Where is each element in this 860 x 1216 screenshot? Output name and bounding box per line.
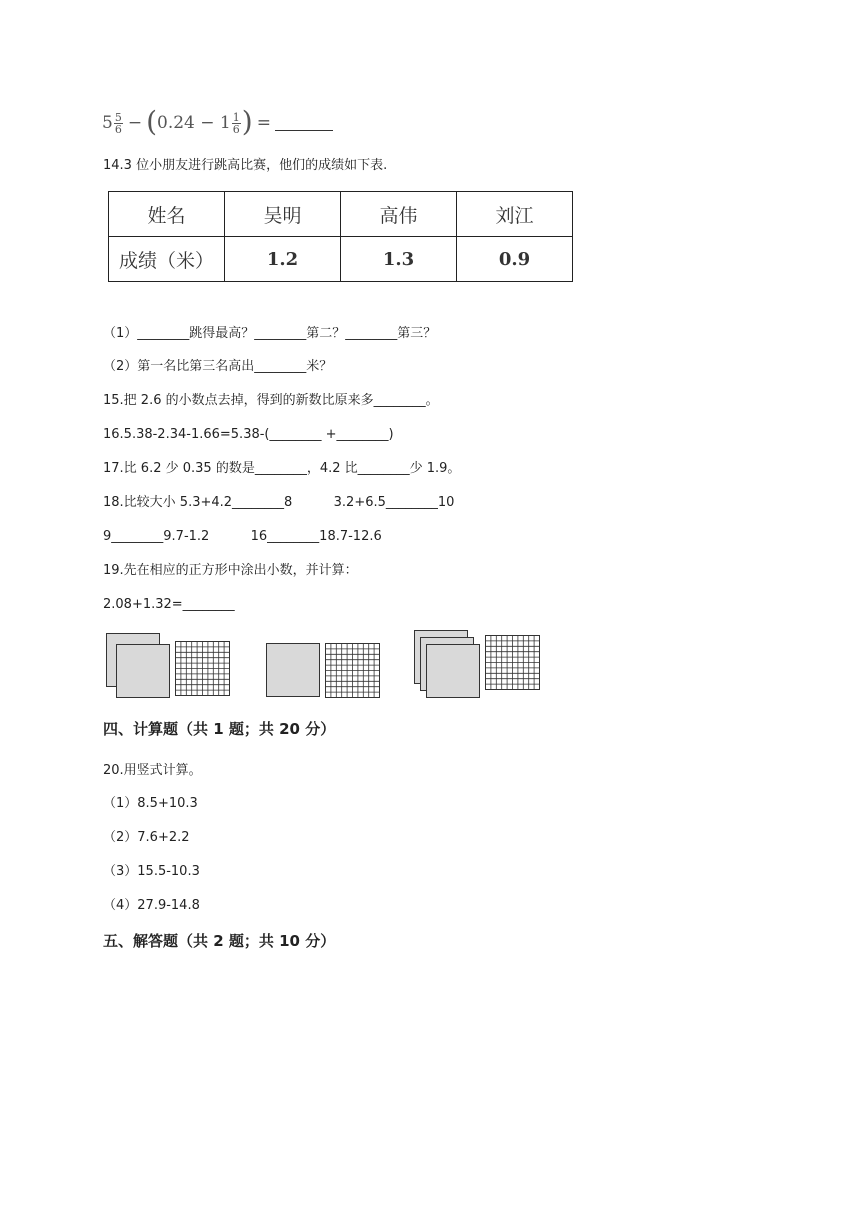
whole-square [267, 644, 320, 697]
whole-square [117, 645, 170, 698]
decimal-figure-3 [414, 630, 542, 700]
hundred-grid [176, 642, 230, 696]
formula-fraction-2: $\frac{1}{6}$ [232, 110, 240, 136]
question-15: 15.把 2.6 的小数点去掉，得到的新数比原来多________。 [103, 393, 439, 408]
table-row [109, 192, 573, 237]
formula-open-paren: ( [146, 104, 158, 138]
section-5-heading: 五、解答题（共 2 题；共 10 分） [103, 932, 336, 950]
question-20-item: （1）8.5+10.3 [103, 796, 198, 811]
table-row [109, 237, 573, 282]
fraction-formula [102, 106, 333, 140]
question-19-equation: 2.08+1.32=________ [103, 597, 235, 612]
formula-decimal: 0.24 − 1 [157, 113, 231, 133]
formula-close-paren: ) [241, 104, 253, 138]
table-cell: 1.3 [341, 237, 457, 282]
formula-whole: 5 [102, 113, 113, 133]
section-4-heading: 四、计算题（共 1 题；共 20 分） [103, 720, 336, 738]
formula-equals: = [256, 113, 271, 133]
question-20-item: （4）27.9-14.8 [103, 898, 200, 913]
question-18-line-2: 9________9.7-1.2 16________18.7-12.6 [103, 529, 382, 544]
table-cell: 1.2 [225, 237, 341, 282]
answer-blank[interactable] [275, 116, 333, 131]
question-20-item: （2）7.6+2.2 [103, 830, 190, 845]
hundred-grid [486, 636, 540, 690]
whole-square [427, 645, 480, 698]
table-header-cell: 姓名 [109, 192, 225, 237]
question-19-prompt: 19.先在相应的正方形中涂出小数，并计算： [103, 563, 358, 578]
question-20-prompt: 20.用竖式计算。 [103, 763, 202, 778]
question-16: 16.5.38-2.34-1.66=5.38-(________ +________) [103, 427, 394, 442]
formula-fraction-1: $\frac{5}{6}$ [114, 110, 122, 136]
question-20-item: （3）15.5-10.3 [103, 864, 200, 879]
decimal-figure-2 [266, 643, 382, 699]
table-cell: 成绩（米） [109, 237, 225, 282]
decimal-figure-1 [106, 633, 232, 699]
hundred-grid [326, 644, 380, 698]
table-header-cell: 高伟 [341, 192, 457, 237]
formula-minus: − [127, 113, 143, 133]
question-18-line-1: 18.比较大小 5.3+4.2________8 3.2+6.5________10 [103, 495, 455, 510]
question-14-sub-1: （1）________跳得最高？________第二？________第三？ [103, 326, 437, 341]
question-14-sub-2: （2）第一名比第三名高出________米？ [103, 359, 333, 374]
score-table [108, 191, 573, 282]
table-cell: 0.9 [457, 237, 573, 282]
question-17: 17.比 6.2 少 0.35 的数是________，4.2 比________少 1.9。 [103, 461, 461, 476]
table-header-cell: 刘江 [457, 192, 573, 237]
table-header-cell: 吴明 [225, 192, 341, 237]
question-14-intro: 14.3 位小朋友进行跳高比赛，他们的成绩如下表. [103, 158, 388, 173]
